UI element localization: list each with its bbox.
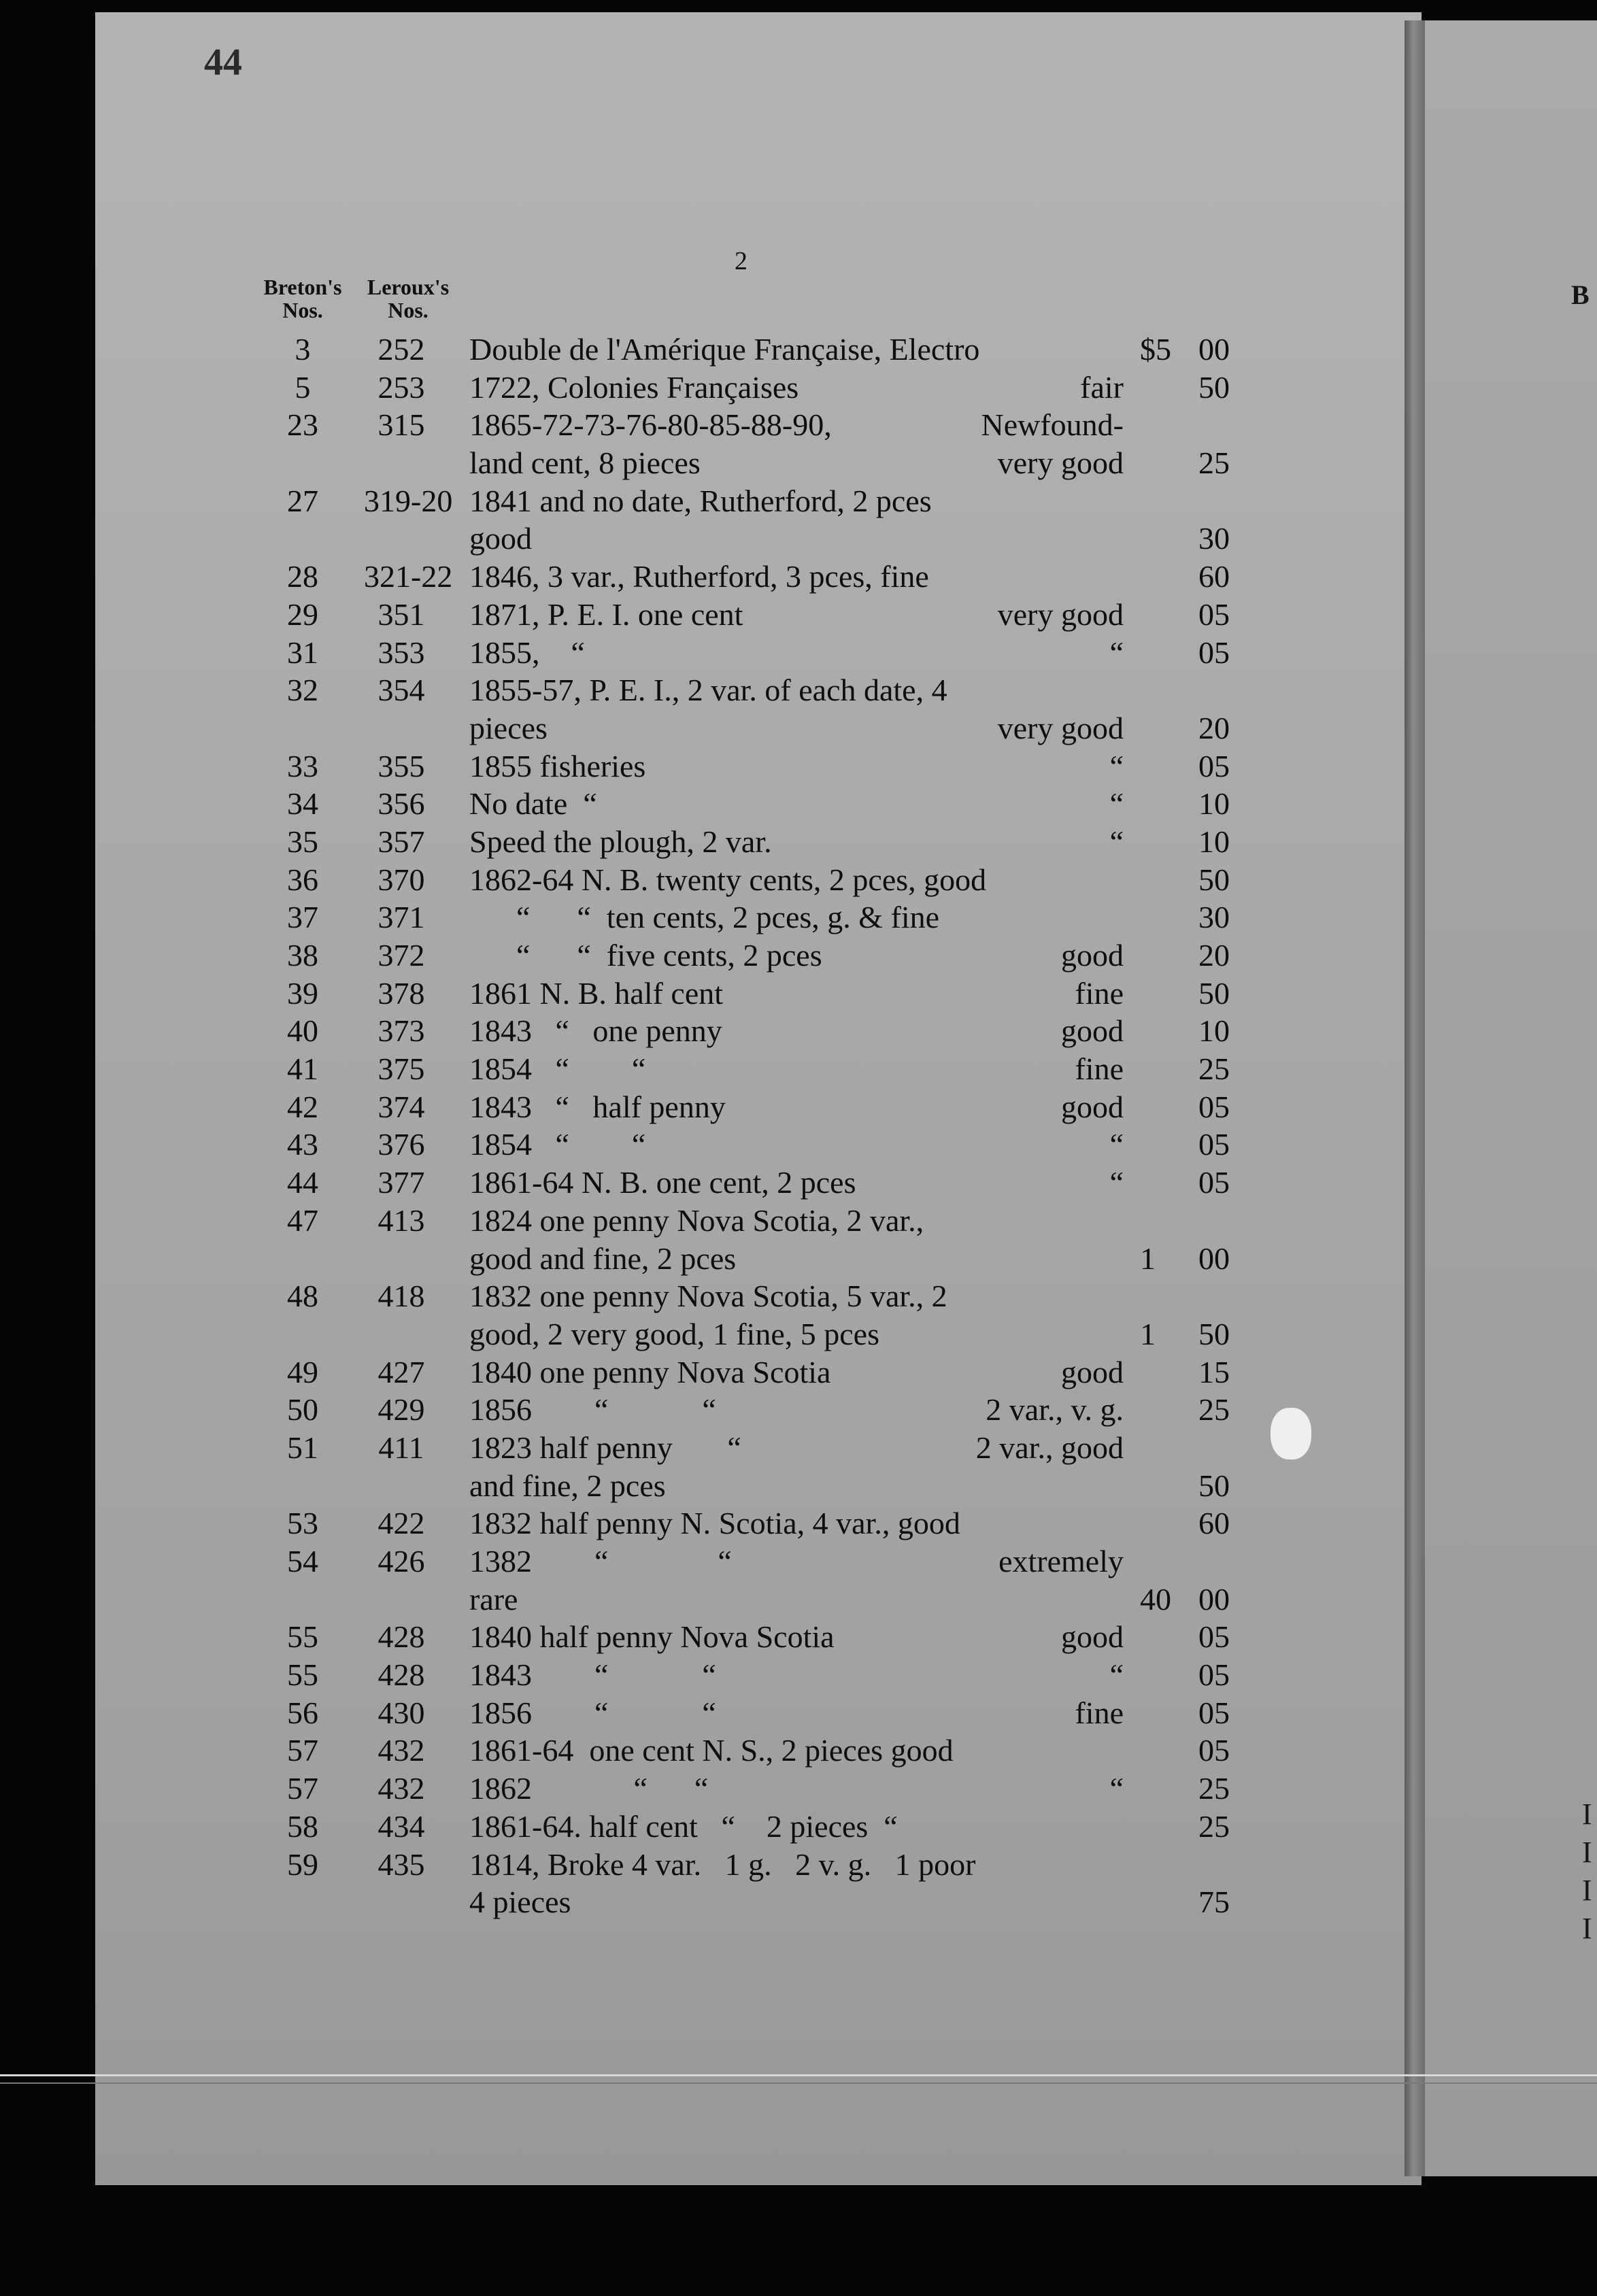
catalog-row [0,1467,1360,1505]
breton-number: 34 [287,786,318,822]
leroux-number: 376 [377,1127,425,1162]
price-cents: 25 [1198,1392,1230,1428]
leroux-number: 422 [377,1506,425,1541]
breton-number: 49 [287,1354,318,1389]
catalog-row [0,1883,1360,1921]
price-dollars: 40 [1140,1581,1171,1617]
leroux-number: 315 [377,407,425,443]
price-cents: 05 [1198,1619,1230,1655]
leroux-number: 429 [377,1392,425,1428]
catalog-row [0,1732,1360,1770]
margin-mark: I [1582,1874,1592,1907]
catalog-row [0,785,1360,823]
breton-number: 5 [295,369,311,405]
breton-number: 37 [287,900,318,935]
breton-number: 57 [287,1771,318,1806]
catalog-row [0,482,1360,520]
catalog-row [0,634,1360,672]
item-description: 1832 half penny N. Scotia, 4 var., good [469,1506,960,1541]
leroux-number: 432 [377,1771,425,1806]
leroux-number: 351 [377,596,425,632]
leroux-number: 357 [377,824,425,859]
catalog-row [0,596,1360,634]
price-dollars: 1 [1140,1240,1156,1276]
item-description: 1846, 3 var., Rutherford, 3 pces, fine [469,559,929,594]
item-description: good, 2 very good, 1 fine, 5 pces [469,1316,879,1351]
item-description: 1865-72-73-76-80-85-88-90, [469,407,832,443]
item-condition: “ [1109,786,1124,822]
leroux-number: 372 [377,938,425,973]
item-condition: “ [1109,1127,1124,1162]
breton-number: 57 [287,1733,318,1768]
catalog-row [0,709,1360,747]
catalog-row [0,1277,1360,1315]
catalog-row [0,671,1360,709]
leroux-number: 377 [377,1165,425,1200]
item-description: 1840 half penny Nova Scotia [469,1619,835,1655]
leroux-number: 253 [377,369,425,405]
item-description: No date “ [469,786,597,822]
price-cents: 75 [1198,1885,1230,1920]
breton-header-line1: Breton's [263,275,342,299]
item-description: 1861-64 one cent N. S., 2 pieces good [469,1733,954,1768]
breton-column-header [241,275,364,322]
catalog-row [0,1240,1360,1278]
price-cents: 05 [1198,1733,1230,1768]
item-condition: Newfound- [981,407,1124,443]
catalog-row [0,1088,1360,1126]
item-condition: very good [997,710,1124,745]
item-condition: extremely [998,1544,1124,1578]
leroux-number: 432 [377,1733,425,1768]
price-cents: 60 [1198,559,1230,594]
price-cents: 05 [1198,1657,1230,1693]
price-cents: 00 [1198,332,1230,367]
leroux-number: 353 [377,635,425,670]
item-condition: fair [1080,369,1124,405]
price-cents: 50 [1198,975,1230,1011]
item-description: good [469,521,532,556]
item-description: 1843 “ one penny [469,1013,722,1049]
item-condition: very good [997,445,1124,481]
item-condition: fine [1075,1695,1124,1730]
catalog-row [0,1656,1360,1694]
leroux-number: 321-22 [364,559,453,594]
item-description: 1871, P. E. I. one cent [469,596,743,632]
item-description: 1382 “ “ [469,1544,732,1578]
item-description: 1855-57, P. E. I., 2 var. of each date, 4 [469,673,947,708]
item-condition: good [1061,1013,1124,1049]
catalog-row [0,1202,1360,1240]
price-cents: 20 [1198,938,1230,973]
leroux-number: 354 [377,673,425,708]
leroux-number: 428 [377,1619,425,1655]
item-description: 1814, Broke 4 var. 1 g. 2 v. g. 1 poor [469,1846,976,1882]
catalog-row [0,975,1360,1013]
item-description: “ “ five cents, 2 pces [469,938,822,973]
catalog-row [0,1770,1360,1808]
price-cents: 25 [1198,445,1230,481]
item-description: rare [469,1581,518,1617]
price-cents: 00 [1198,1581,1230,1617]
breton-number: 3 [295,332,311,367]
catalog-row [0,1542,1360,1581]
item-description: 1861-64. half cent “ 2 pieces “ [469,1808,898,1844]
leroux-number: 374 [377,1089,425,1124]
catalog-row [0,1504,1360,1542]
item-condition: good [1061,1619,1124,1655]
catalog-row [0,1808,1360,1846]
price-cents: 05 [1198,1695,1230,1730]
breton-number: 29 [287,596,318,632]
catalog-listing [0,331,1360,1921]
item-description: 4 pieces [469,1885,571,1920]
item-description: 1843 “ half penny [469,1089,726,1124]
breton-number: 58 [287,1808,318,1844]
leroux-number: 411 [378,1430,424,1465]
item-description: and fine, 2 pces [469,1468,666,1503]
breton-number: 55 [287,1619,318,1655]
item-description: 1861-64 N. B. one cent, 2 pces [469,1165,856,1200]
item-condition: “ [1109,1657,1124,1693]
leroux-header-line2: Nos. [388,298,428,322]
leroux-header-line1: Leroux's [367,275,450,299]
item-condition: good [1061,938,1124,973]
breton-number: 50 [287,1392,318,1428]
facing-page [1425,20,1597,2176]
item-description: Double de l'Amérique Française, Electro [469,332,980,367]
price-cents: 30 [1198,521,1230,556]
leroux-number: 319-20 [364,483,453,518]
leroux-column-header [354,275,463,322]
catalog-row [0,1846,1360,1884]
item-description: 1855, “ [469,635,585,670]
breton-number: 41 [287,1051,318,1087]
price-cents: 10 [1198,824,1230,859]
price-cents: 25 [1198,1051,1230,1087]
facing-page-heading-fragment: B [1571,280,1590,310]
breton-number: 54 [287,1544,318,1578]
catalog-row [0,369,1360,407]
item-description: 1840 one penny Nova Scotia [469,1354,831,1389]
item-description: 1862-64 N. B. twenty cents, 2 pces, good [469,862,987,897]
price-cents: 20 [1198,710,1230,745]
catalog-row [0,1353,1360,1391]
price-cents: 05 [1198,635,1230,670]
breton-number: 33 [287,748,318,783]
margin-mark: I [1582,1836,1592,1869]
leroux-number: 427 [377,1354,425,1389]
breton-number: 44 [287,1165,318,1200]
breton-number: 35 [287,824,318,859]
leroux-number: 373 [377,1013,425,1049]
catalog-row [0,558,1360,596]
item-description: 1722, Colonies Françaises [469,369,799,405]
catalog-row [0,520,1360,558]
item-description: 1861 N. B. half cent [469,975,724,1011]
paper-blemish [1271,1408,1311,1459]
price-cents: 05 [1198,1089,1230,1124]
item-description: 1841 and no date, Rutherford, 2 pces [469,483,932,518]
item-description: 1832 one penny Nova Scotia, 5 var., 2 [469,1279,947,1314]
catalog-row [0,1429,1360,1467]
price-cents: 10 [1198,1013,1230,1049]
breton-number: 42 [287,1089,318,1124]
breton-number: 56 [287,1695,318,1730]
catalog-row [0,1391,1360,1429]
item-description: pieces [469,710,548,745]
breton-number: 32 [287,673,318,708]
breton-number: 53 [287,1506,318,1541]
book-gutter [1405,20,1426,2176]
page-number: 2 [735,247,747,275]
breton-header-line2: Nos. [282,298,323,322]
price-cents: 25 [1198,1771,1230,1806]
item-condition: “ [1109,748,1124,783]
price-cents: 05 [1198,1165,1230,1200]
leroux-number: 370 [377,862,425,897]
catalog-row [0,1618,1360,1656]
item-description: 1823 half penny “ [469,1430,741,1465]
price-cents: 50 [1198,862,1230,897]
breton-number: 39 [287,975,318,1011]
catalog-row [0,1050,1360,1088]
catalog-row [0,444,1360,482]
leroux-number: 435 [377,1846,425,1882]
item-condition: very good [997,596,1124,632]
price-cents: 05 [1198,748,1230,783]
catalog-row [0,1581,1360,1619]
leroux-number: 413 [377,1202,425,1238]
item-description: land cent, 8 pieces [469,445,701,481]
item-condition: good [1061,1354,1124,1389]
leroux-number: 428 [377,1657,425,1693]
stray-mark: 44 [204,41,242,84]
item-description: 1843 “ “ [469,1657,716,1693]
leroux-number: 356 [377,786,425,822]
item-condition: “ [1109,824,1124,859]
price-cents: 50 [1198,1316,1230,1351]
item-description: “ “ ten cents, 2 pces, g. & fine [469,900,940,935]
price-cents: 00 [1198,1240,1230,1276]
breton-number: 31 [287,635,318,670]
leroux-number: 378 [377,975,425,1011]
item-description: 1854 “ “ [469,1127,646,1162]
item-condition: “ [1109,1771,1124,1806]
catalog-row [0,406,1360,444]
catalog-row [0,331,1360,369]
catalog-row [0,861,1360,899]
leroux-number: 418 [377,1279,425,1314]
catalog-row [0,1164,1360,1202]
breton-number: 48 [287,1279,318,1314]
item-condition: 2 var., v. g. [986,1392,1124,1428]
margin-mark: I [1582,1912,1592,1945]
leroux-number: 430 [377,1695,425,1730]
item-description: good and fine, 2 pces [469,1240,737,1276]
breton-number: 23 [287,407,318,443]
scan-edge-line [0,2074,1597,2076]
item-description: 1856 “ “ [469,1392,716,1428]
breton-number: 43 [287,1127,318,1162]
leroux-number: 434 [377,1808,425,1844]
catalog-row [0,898,1360,936]
margin-mark: I [1582,1797,1592,1831]
item-description: 1824 one penny Nova Scotia, 2 var., [469,1202,924,1238]
price-cents: 15 [1198,1354,1230,1389]
price-cents: 50 [1198,1468,1230,1503]
price-dollars: 1 [1140,1316,1156,1351]
item-condition: “ [1109,635,1124,670]
breton-number: 55 [287,1657,318,1693]
catalog-row [0,936,1360,975]
leroux-number: 355 [377,748,425,783]
price-cents: 30 [1198,900,1230,935]
breton-number: 38 [287,938,318,973]
item-description: 1854 “ “ [469,1051,646,1087]
catalog-row [0,1126,1360,1164]
breton-number: 40 [287,1013,318,1049]
catalog-row [0,1315,1360,1353]
price-cents: 50 [1198,369,1230,405]
scan-edge-line [0,2082,1597,2084]
item-description: 1862 “ “ [469,1771,709,1806]
price-cents: 10 [1198,786,1230,822]
catalog-row [0,747,1360,786]
item-description: 1856 “ “ [469,1695,716,1730]
leroux-number: 375 [377,1051,425,1087]
price-cents: 05 [1198,1127,1230,1162]
item-description: 1855 fisheries [469,748,646,783]
leroux-number: 252 [377,332,425,367]
price-cents: 60 [1198,1506,1230,1541]
item-condition: fine [1075,1051,1124,1087]
item-condition: 2 var., good [975,1430,1124,1465]
breton-number: 47 [287,1202,318,1238]
breton-number: 51 [287,1430,318,1465]
breton-number: 36 [287,862,318,897]
item-description: Speed the plough, 2 var. [469,824,772,859]
breton-number: 59 [287,1846,318,1882]
breton-number: 28 [287,559,318,594]
item-condition: fine [1075,975,1124,1011]
leroux-number: 371 [377,900,425,935]
price-dollars: $5 [1140,332,1171,367]
leroux-number: 426 [377,1544,425,1578]
price-cents: 05 [1198,596,1230,632]
catalog-row [0,823,1360,861]
price-cents: 25 [1198,1808,1230,1844]
facing-page-margin-marks [1582,1795,1592,1948]
catalog-row [0,1694,1360,1732]
catalog-row [0,1012,1360,1050]
breton-number: 27 [287,483,318,518]
item-condition: good [1061,1089,1124,1124]
item-condition: “ [1109,1165,1124,1200]
